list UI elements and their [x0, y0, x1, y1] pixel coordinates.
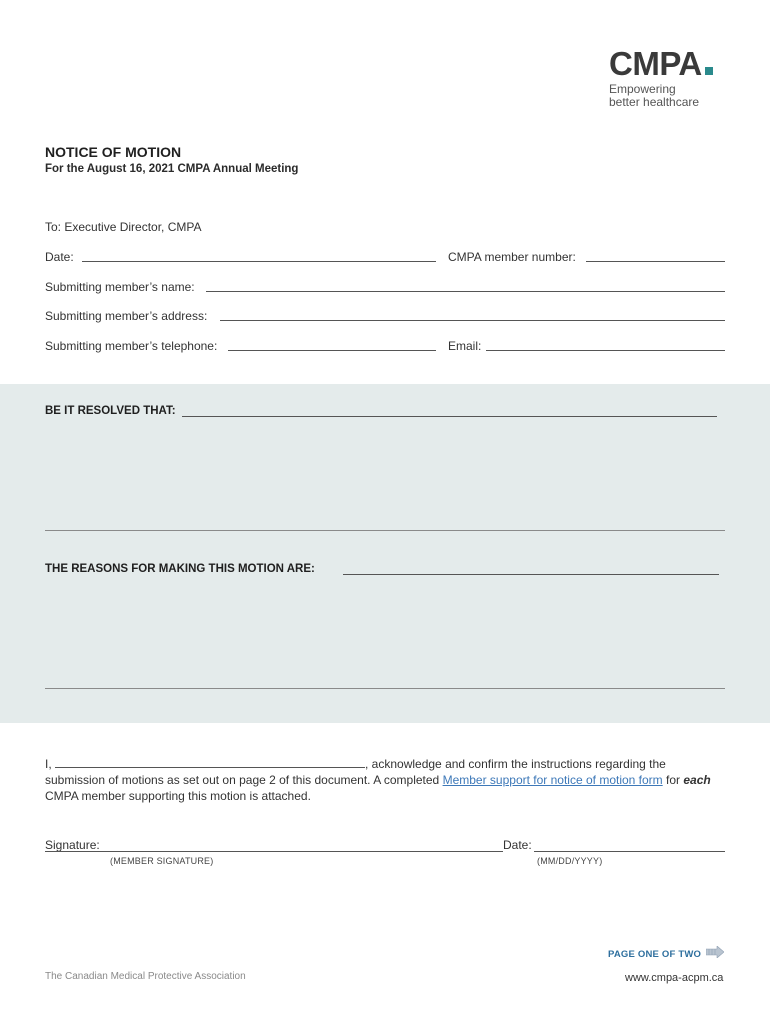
ack-text-1: , acknowledge and confirm the instructions regarding the submission of motions as set out on page 2 of this document. A completed: [45, 757, 666, 787]
to-line: To: Executive Director, CMPA: [45, 220, 202, 234]
member-name-blank[interactable]: [55, 755, 365, 768]
resolved-label: BE IT RESOLVED THAT:: [45, 405, 176, 417]
signature-date-label: Date:: [503, 838, 532, 852]
ack-text-3: CMPA member supporting this motion is attached.: [45, 789, 311, 803]
logo-dot-icon: [705, 67, 713, 75]
logo-tagline-2: better healthcare: [609, 95, 700, 109]
resolved-field[interactable]: [182, 416, 717, 417]
reasons-label: THE REASONS FOR MAKING THIS MOTION ARE:: [45, 563, 315, 575]
cmpa-logo: [609, 47, 713, 109]
email-label: Email:: [448, 339, 482, 353]
logo-tagline-1: Empowering: [609, 82, 676, 96]
acknowledgement-paragraph: [45, 755, 725, 804]
resolved-continuation-line[interactable]: [45, 530, 725, 531]
footer-website: www.cmpa-acpm.ca: [625, 972, 724, 984]
signature-hint: (MEMBER SIGNATURE): [110, 856, 214, 866]
signature-label: Signature:: [45, 838, 100, 852]
signature-field[interactable]: [45, 851, 725, 852]
logo-wordmark: CMPA: [609, 45, 702, 82]
motion-panel: [0, 384, 770, 723]
page-subtitle: For the August 16, 2021 CMPA Annual Meeting: [45, 163, 299, 175]
date-field[interactable]: [82, 261, 436, 262]
date-format-hint: (MM/DD/YYYY): [537, 856, 603, 866]
ack-prefix: I,: [45, 757, 52, 771]
address-label: Submitting member’s address:: [45, 309, 208, 323]
date-label: Date:: [45, 250, 74, 264]
telephone-label: Submitting member’s telephone:: [45, 339, 218, 353]
next-page-arrow-icon: [706, 946, 724, 958]
member-support-form-link[interactable]: Member support for notice of motion form: [442, 773, 663, 787]
name-field[interactable]: [206, 291, 725, 292]
footer-organization: The Canadian Medical Protective Association: [45, 971, 246, 982]
ack-text-2: for: [666, 773, 681, 787]
member-number-field[interactable]: [586, 261, 725, 262]
member-number-label: CMPA member number:: [448, 250, 576, 264]
reasons-continuation-line[interactable]: [45, 688, 725, 689]
ack-each: each: [683, 773, 711, 787]
page-indicator: PAGE ONE OF TWO: [608, 949, 702, 960]
telephone-field[interactable]: [228, 350, 436, 351]
email-field[interactable]: [486, 350, 725, 351]
address-field[interactable]: [220, 320, 725, 321]
reasons-field[interactable]: [343, 574, 719, 575]
name-label: Submitting member’s name:: [45, 280, 195, 294]
page-title: NOTICE OF MOTION: [45, 144, 182, 160]
